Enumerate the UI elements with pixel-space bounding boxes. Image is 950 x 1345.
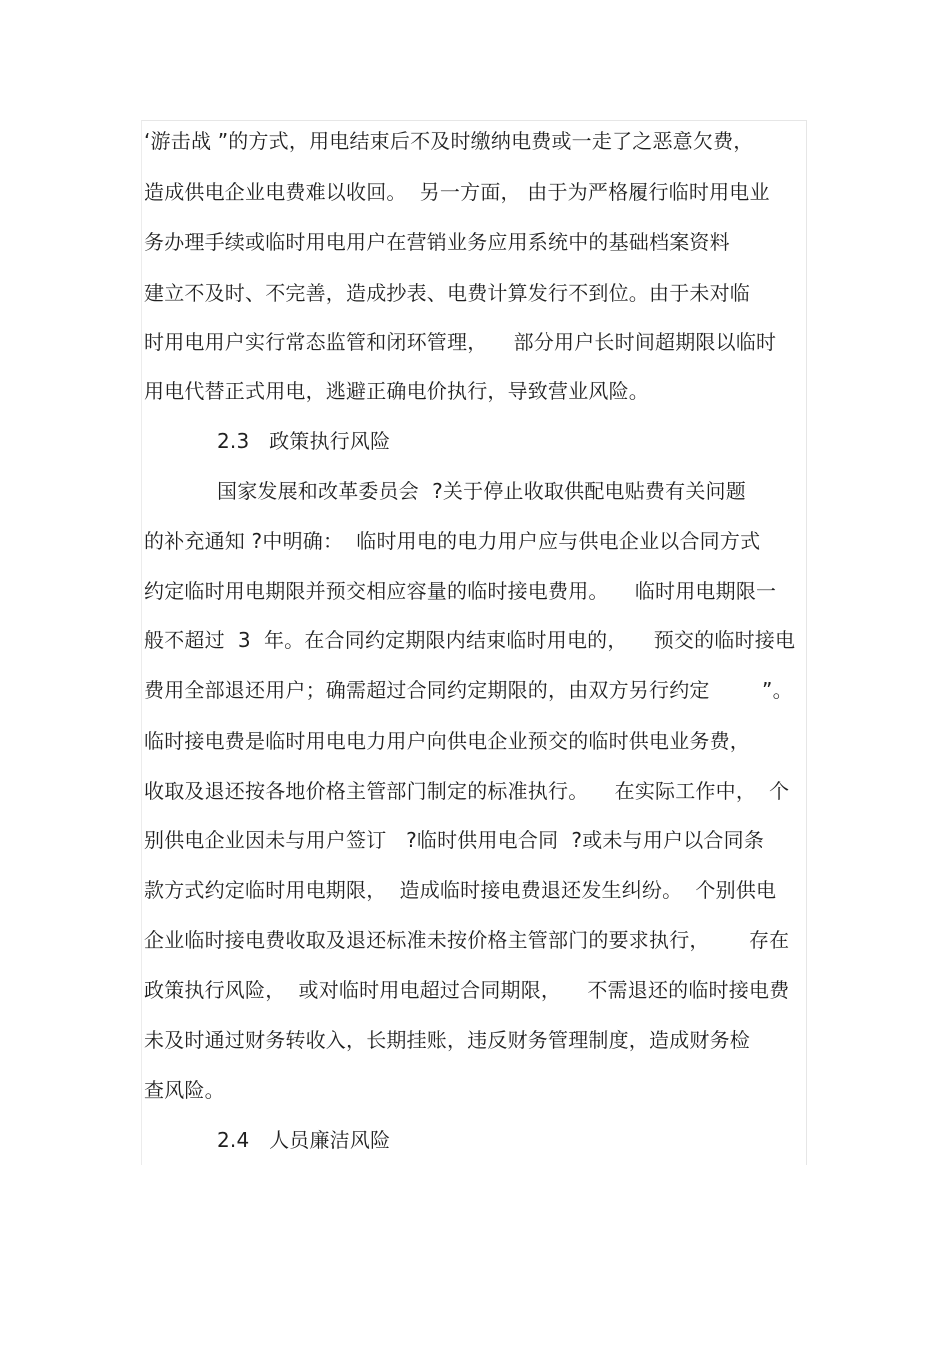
paragraph-line: 国家发展和改革委员会 ?关于停止收取供配电贴费有关问题	[217, 479, 746, 503]
paragraph-line: 约定临时用电期限并预交相应容量的临时接电费用。 临时用电期限一	[144, 579, 777, 603]
paragraph-line: 造成供电企业电费难以收回。 另一方面， 由于为严格履行临时用电业	[144, 180, 770, 204]
paragraph-line: 用电代替正式用电，逃避正确电价执行，导致营业风险。	[144, 379, 649, 403]
paragraph-line: 款方式约定临时用电期限， 造成临时接电费退还发生纠纷。 个别供电	[144, 878, 777, 902]
paragraph-line: 查风险。	[144, 1078, 225, 1102]
section-heading-2-3: 2.3 政策执行风险	[217, 429, 391, 453]
paragraph-line: 时用电用户实行常态监管和闭环管理， 部分用户长时间超期限以临时	[144, 330, 777, 354]
paragraph-line: 政策执行风险， 或对临时用电超过合同期限， 不需退还的临时接电费	[144, 978, 790, 1002]
paragraph-line: 建立不及时、不完善，造成抄表、电费计算发行不到位。由于未对临	[144, 281, 750, 305]
paragraph-line: 别供电企业因未与用户签订 ?临时供用电合同 ?或未与用户以合同条	[144, 828, 765, 852]
paragraph-line: ‘游击战 ”的方式，用电结束后不及时缴纳电费或一走了之恶意欠费，	[144, 129, 754, 153]
paragraph-line: 临时接电费是临时用电电力用户向供电企业预交的临时供电业务费，	[144, 729, 750, 753]
section-heading-2-4: 2.4 人员廉洁风险	[217, 1128, 391, 1152]
paragraph-line: 未及时通过财务转收入，长期挂账，违反财务管理制度，造成财务检	[144, 1028, 750, 1052]
paragraph-line: 收取及退还按各地价格主管部门制定的标准执行。 在实际工作中， 个	[144, 779, 790, 803]
paragraph-line: 务办理手续或临时用电用户在营销业务应用系统中的基础档案资料	[144, 230, 730, 254]
paragraph-line: 费用全部退还用户；确需超过合同约定期限的，由双方另行约定 ”。	[144, 678, 793, 702]
paragraph-line: 般不超过 3 年。在合同约定期限内结束临时用电的， 预交的临时接电	[144, 628, 796, 652]
paragraph-line: 企业临时接电费收取及退还标准未按价格主管部门的要求执行， 存在	[144, 928, 790, 952]
paragraph-line: 的补充通知 ?中明确： 临时用电的电力用户应与供电企业以合同方式	[144, 529, 761, 553]
